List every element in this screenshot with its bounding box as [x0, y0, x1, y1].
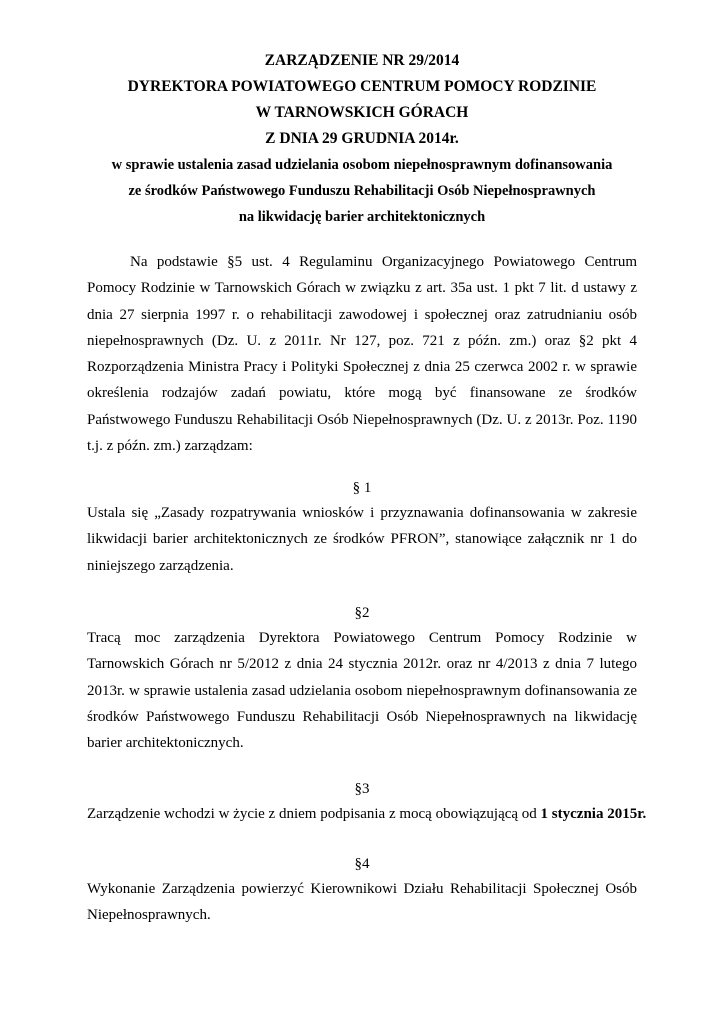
subject-line-3: na likwidację barier architektonicznych: [238, 209, 486, 225]
document-header: [60, 48, 664, 230]
section-2-paragraph: [87, 625, 637, 756]
section-4-paragraph: [87, 876, 637, 929]
preamble-text: Na podstawie §5 ust. 4 Regulaminu Organizacyjnego Powiatowego Centrum Pomocy Rodzinie w Tarnowskich Górach w związku z art. 35a ust. 1 pkt 7 lit. d ustawy z dnia 27 sierpnia 1997 r. o rehabilitacji zawodowej i społecznej oraz zatrudnianiu osób niepełnosprawnych (Dz. U. z 2011r. Nr 127, poz. 721 z późn. zm.) oraz §2 pkt 4 Rozporządzenia Ministra Pracy i Polityki Społecznej z dnia 25 czerwca 2002 r. w sprawie określenia rodzajów zadań powiatu, które mogą być finansowane ze środków Państwowego Funduszu Rehabilitacji Osób Niepełnosprawnych (Dz. U. z 2013r. Poz. 1190 t.j. z późn. zm.) zarządzam:: [87, 254, 637, 455]
subject-line-2: ze środków Państwowego Funduszu Rehabilitacji Osób Niepełnosprawnych: [128, 183, 596, 199]
section-3-text: Zarządzenie wchodzi w życie z dniem podpisania z mocą obowiązującą od: [87, 806, 541, 822]
section-1-mark: § 1: [352, 480, 372, 496]
order-title: ZARZĄDZENIE NR 29/2014: [264, 52, 460, 69]
section-3-mark: §3: [354, 781, 370, 797]
effective-date: 1 stycznia 2015r.: [540, 806, 647, 822]
subject-line-1: w sprawie ustalenia zasad udzielania osobom niepełnosprawnym dofinansowania: [111, 157, 613, 173]
order-date: Z DNIA 29 GRUDNIA 2014r.: [265, 130, 459, 147]
preamble-paragraph: [87, 249, 637, 459]
section-2-mark: §2: [354, 605, 370, 621]
section-1-paragraph: [87, 500, 637, 579]
section-4-mark: §4: [354, 856, 370, 872]
section-3-paragraph: [87, 801, 647, 827]
section-4-text: Wykonanie Zarządzenia powierzyć Kierownikowi Działu Rehabilitacji Społecznej Osób Niepełnosprawnych.: [87, 881, 637, 924]
issuer-location: W TARNOWSKICH GÓRACH: [255, 104, 469, 121]
issuer-line: DYREKTORA POWIATOWEGO CENTRUM POMOCY RODZINIE: [127, 78, 597, 95]
section-2-text: Tracą moc zarządzenia Dyrektora Powiatowego Centrum Pomocy Rodzinie w Tarnowskich Górach nr 5/2012 z dnia 24 stycznia 2012r. oraz nr 4/2013 z dnia 7 lutego 2013r. w sprawie ustalenia zasad udzielania osobom niepełnosprawnym dofinansowania ze środków Państwowego Funduszu Rehabilitacji Osób Niepełnosprawnych na likwidację barier architektonicznych.: [87, 630, 637, 752]
section-1-text: Ustala się „Zasady rozpatrywania wniosków i przyznawania dofinansowania w zakresie likwidacji barier architektonicznych ze środków PFRON”, stanowiące załącznik nr 1 do niniejszego zarządzenia.: [87, 505, 637, 574]
